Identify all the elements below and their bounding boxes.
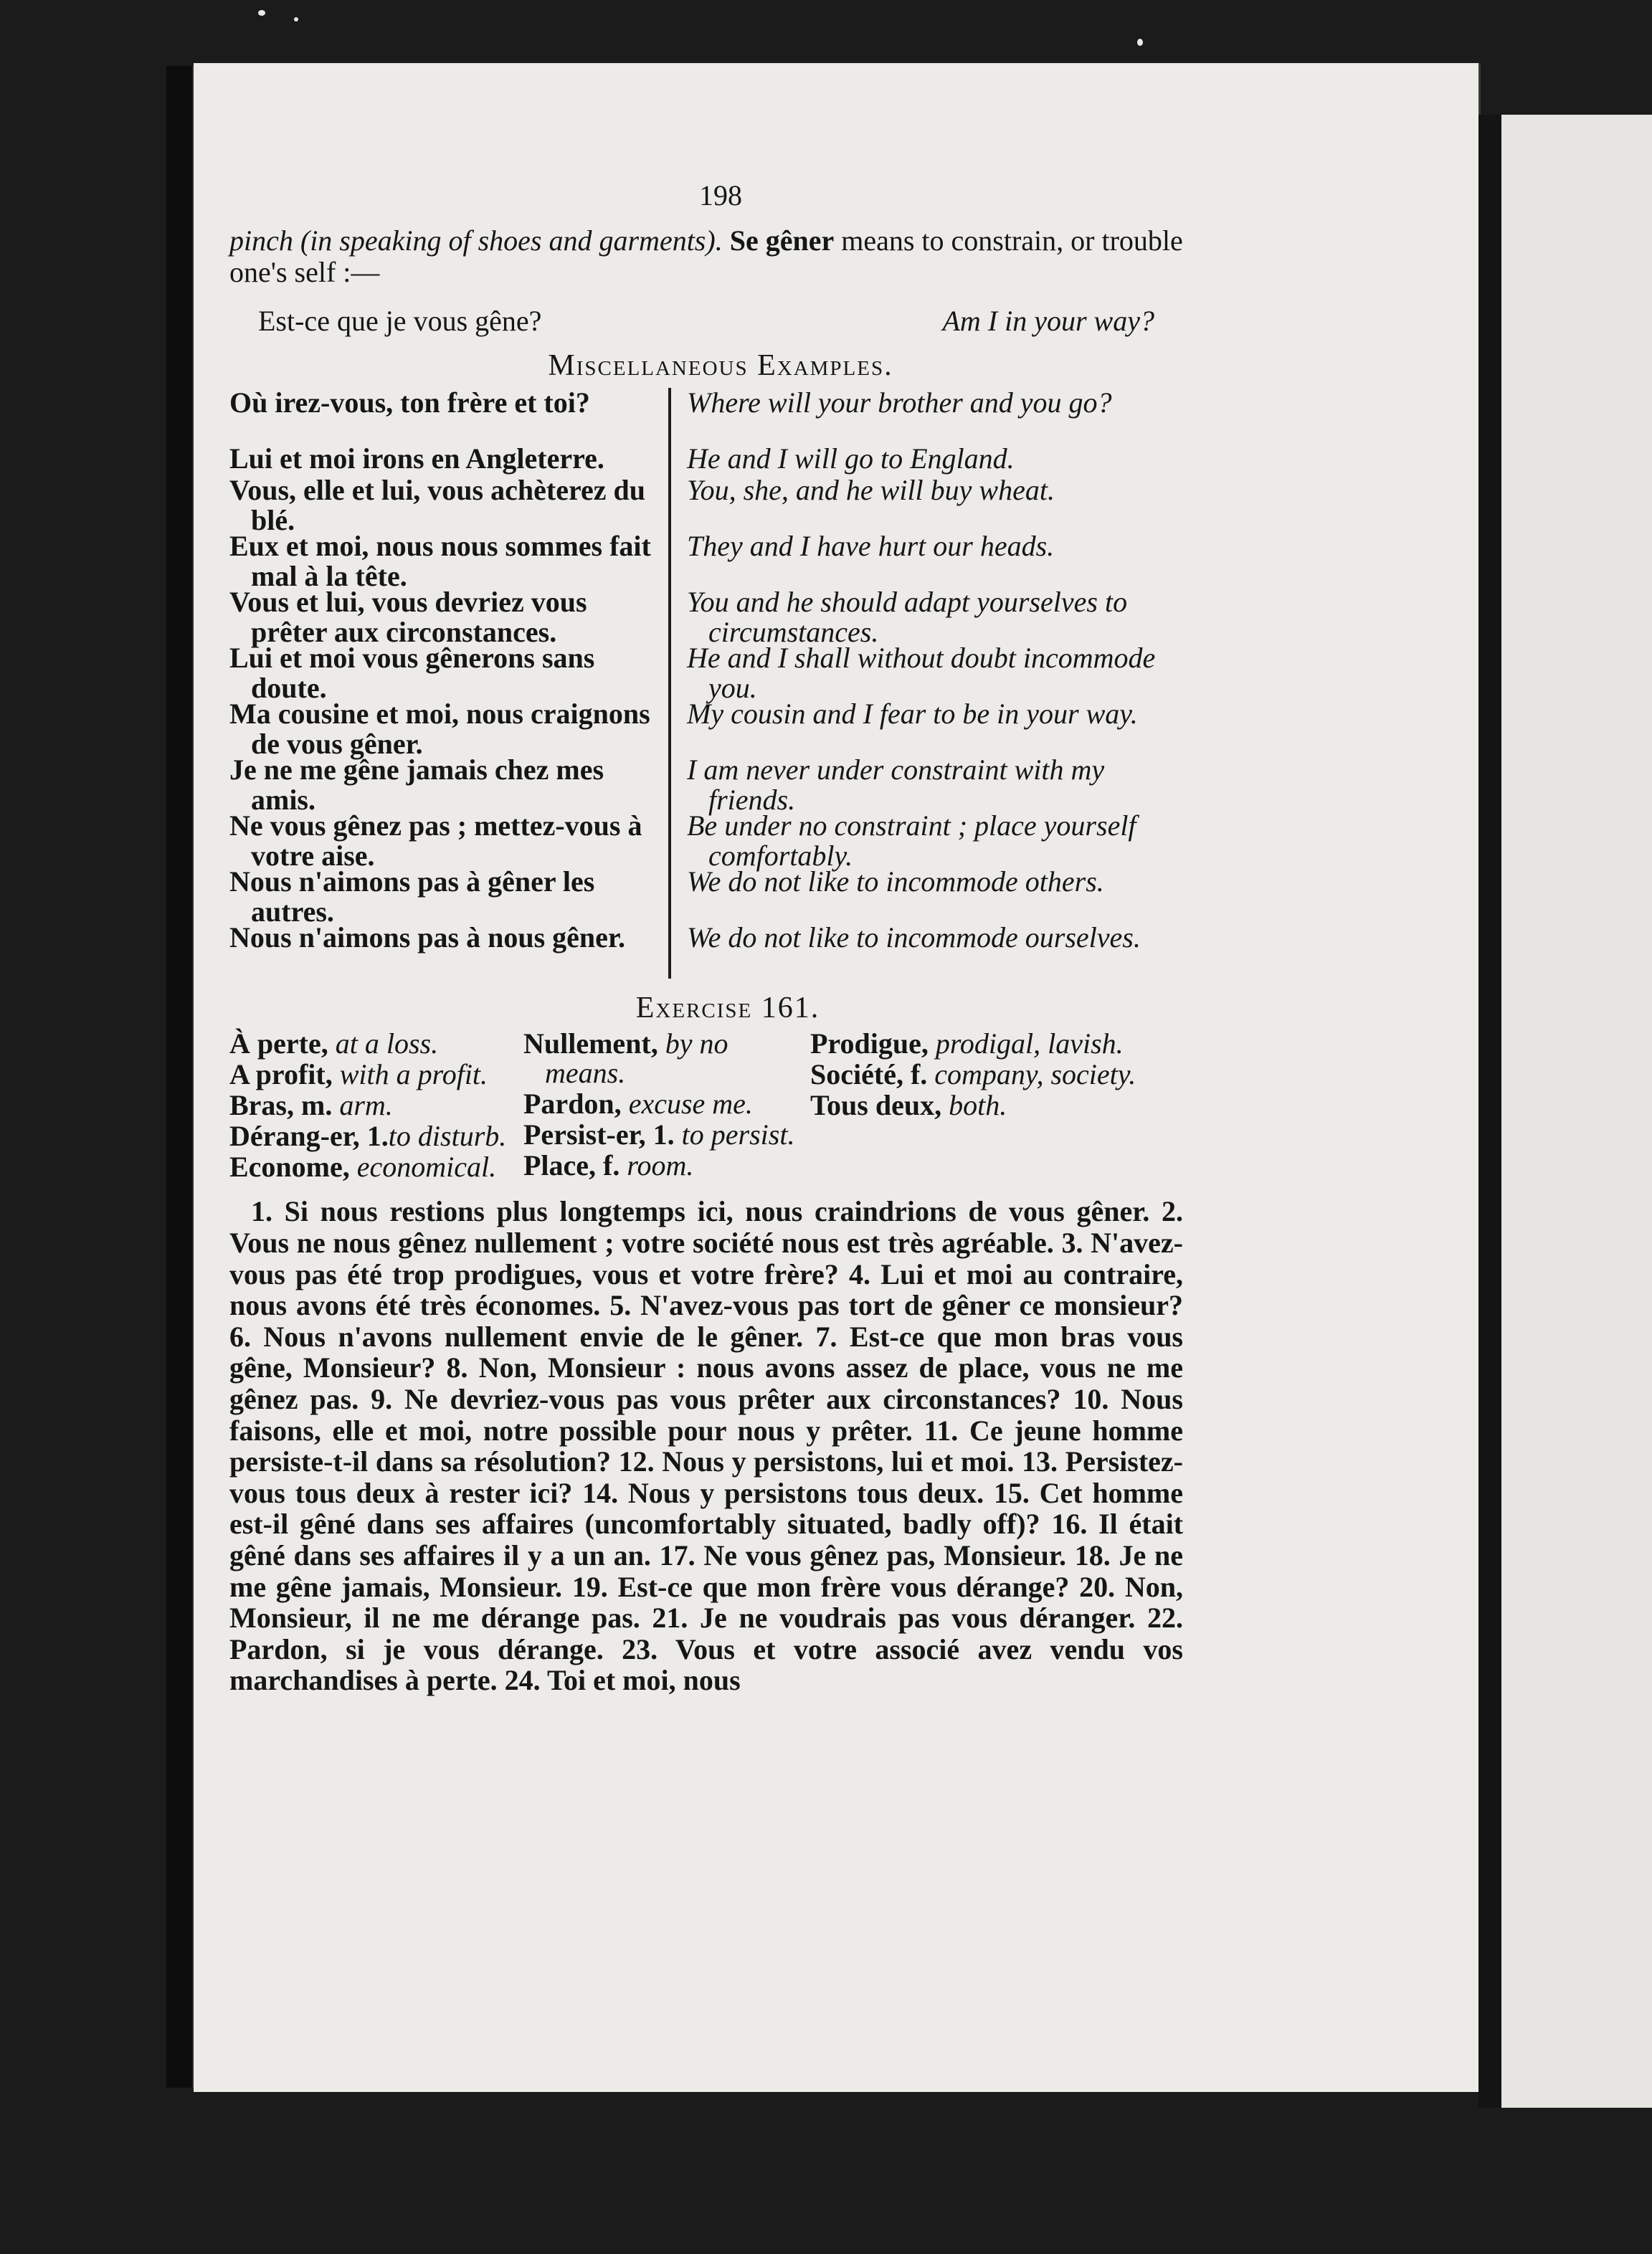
vocab-gloss: to persist. [681, 1118, 795, 1151]
vocab-word: Econome, [229, 1151, 350, 1184]
example-fr: Nous n'aimons pas à gêner les autres. [229, 865, 595, 928]
facing-page-edge [1501, 115, 1652, 2108]
intro-text-2: means to constrain, or trouble one's self :— [229, 224, 1183, 289]
vocab-word: A profit, [229, 1057, 333, 1090]
vocabulary-list [229, 1029, 1183, 1184]
vocab-entry [810, 1090, 1183, 1120]
example-fr: Vous et lui, vous devriez vous prêter aux circonstances. [229, 585, 587, 648]
intro-paragraph [229, 225, 1183, 290]
example-en: He and I shall without doubt incommode you. [687, 641, 1156, 704]
example-fr: Lui et moi irons en Angleterre. [229, 442, 604, 475]
misc-examples-table [229, 388, 1183, 979]
vocab-column [229, 1029, 523, 1184]
example-en: We do not like to incommode others. [687, 865, 1104, 898]
example-en: He and I will go to England. [687, 442, 1015, 475]
english-column [687, 388, 1183, 979]
vocab-entry [810, 1029, 1183, 1058]
vocab-entry [229, 1121, 523, 1151]
intro-text-1: pinch (in speaking of shoes and garments). [229, 224, 723, 257]
vocab-gloss: economical. [356, 1151, 497, 1184]
example-en: You, she, and he will buy wheat. [687, 473, 1055, 506]
intro-term: Se gêner [729, 224, 835, 257]
scan-speck [1137, 39, 1143, 46]
exercise-text: 1. Si nous restions plus longtemps ici, nous craindrions de vous gêner. 2. Vous ne nous gênez nullement ; votre société nous est très agréable. 3. N'avez-vous pas été trop prodigues, vous et votre frère? 4. Lui et moi au contraire, nous avons été très économes. 5. N'avez-vous pas tort de gêner ce monsieur? 6. Nous n'avons nullement envie de le gêner. 7. Est-ce que mon bras vous gêne, Monsieur? 8. Non, Monsieur : nous avons assez de place, vous ne me gênez pas. 9. Ne devriez-vous pas vous prêter aux circonstances? 10. Nous faisons, elle et moi, notre possible pour nous y prêter. 11. Ce jeune homme persiste-t-il dans sa résolution? 12. Nous y persistons, lui et moi. 13. Persistez-vous tous deux à rester ici? 14. Nous y persistons tous deux. 15. Cet homme est-il gêné dans ses affaires (uncomfortably situated, badly off)? 16. Il était gêné dans ses affaires il y a un an. 17. Ne vous gênez pas, Monsieur. 18. Je ne me gêne jamais, Monsieur. 19. Est-ce que mon frère vous dérange? 20. Non, Monsieur, il ne me dérange pas. 21. Je ne voudrais pas vous déranger. 22. Pardon, si je vous dérange. 23. Vous et votre associé avez vendu vos marchandises à perte. 24. Toi et moi, nous [229, 1195, 1183, 1697]
vocab-word: Place, f. [523, 1149, 620, 1182]
intro-example-en: Am I in your way? [942, 305, 1154, 338]
example-en: Where will your brother and you go? [687, 386, 1112, 419]
example-en: Be under no constraint ; place yourself comfortably. [687, 809, 1136, 872]
vocab-entry [523, 1089, 810, 1118]
scan-speck [258, 10, 265, 16]
column-divider [668, 388, 671, 979]
vocab-gloss: with a profit. [339, 1057, 488, 1090]
intro-example-fr: Est-ce que je vous gêne? [258, 305, 542, 338]
book-spine-edge [166, 66, 195, 2088]
vocab-column [523, 1029, 810, 1184]
vocab-entry [229, 1151, 523, 1184]
vocab-gloss: both. [949, 1088, 1007, 1121]
vocab-entry [810, 1057, 1183, 1090]
vocab-entry [229, 1029, 523, 1058]
exercise-heading: Exercise 161. [635, 991, 820, 1024]
example-fr: Vous, elle et lui, vous achèterez du blé. [229, 473, 645, 536]
vocab-gloss: arm. [339, 1088, 393, 1121]
vocab-gloss: excuse me. [628, 1087, 753, 1120]
vocab-entry [523, 1120, 810, 1149]
example-fr: Eux et moi, nous nous sommes fait mal à la tête. [229, 529, 651, 592]
vocab-word: À perte, [229, 1027, 328, 1060]
vocab-entry [523, 1151, 810, 1180]
example-en: I am never under constraint with my friends. [687, 753, 1105, 816]
vocab-word: Prodigue, [810, 1027, 929, 1060]
vocab-entry [229, 1057, 523, 1090]
vocab-word: Persist-er, 1. [523, 1118, 675, 1151]
example-fr: Je ne me gêne jamais chez mes amis. [229, 753, 604, 816]
vocab-word: Dérang-er, 1. [229, 1120, 389, 1153]
example-fr: Ne vous gênez pas ; mettez-vous à votre aise. [229, 809, 642, 872]
example-en: You and he should adapt yourselves to circumstances. [687, 585, 1128, 648]
vocab-entry [229, 1090, 523, 1120]
example-en: They and I have hurt our heads. [687, 529, 1055, 562]
french-column [229, 388, 652, 979]
vocab-word: Société, f. [810, 1057, 928, 1090]
vocab-word: Bras, m. [229, 1088, 333, 1121]
misc-examples-heading: Miscellaneous Examples. [548, 348, 893, 382]
vocab-gloss: at a loss. [335, 1027, 439, 1060]
page-number: 198 [699, 179, 742, 211]
vocab-word: Nullement, [523, 1027, 658, 1060]
vocab-gloss: company, society. [934, 1057, 1136, 1090]
vocab-gloss: by no means. [545, 1027, 728, 1089]
vocab-word: Pardon, [523, 1087, 622, 1120]
example-fr: Lui et moi vous gênerons sans doute. [229, 641, 595, 704]
vocab-gloss: room. [627, 1149, 694, 1182]
intro-example [258, 305, 1183, 338]
example-fr: Nous n'aimons pas à nous gêner. [229, 921, 626, 954]
scan-speck [294, 17, 298, 22]
vocab-column [810, 1029, 1183, 1184]
example-en: We do not like to incommode ourselves. [687, 921, 1141, 954]
vocab-gloss: to disturb. [388, 1120, 507, 1153]
example-fr: Ma cousine et moi, nous craignons de vous gêner. [229, 697, 650, 760]
vocab-entry [523, 1029, 810, 1088]
example-en: My cousin and I fear to be in your way. [687, 697, 1138, 730]
vocab-gloss: prodigal, lavish. [935, 1027, 1124, 1060]
page-content [229, 179, 1183, 1696]
example-fr: Où irez-vous, ton frère et toi? [229, 386, 590, 419]
vocab-word: Tous deux, [810, 1088, 942, 1121]
